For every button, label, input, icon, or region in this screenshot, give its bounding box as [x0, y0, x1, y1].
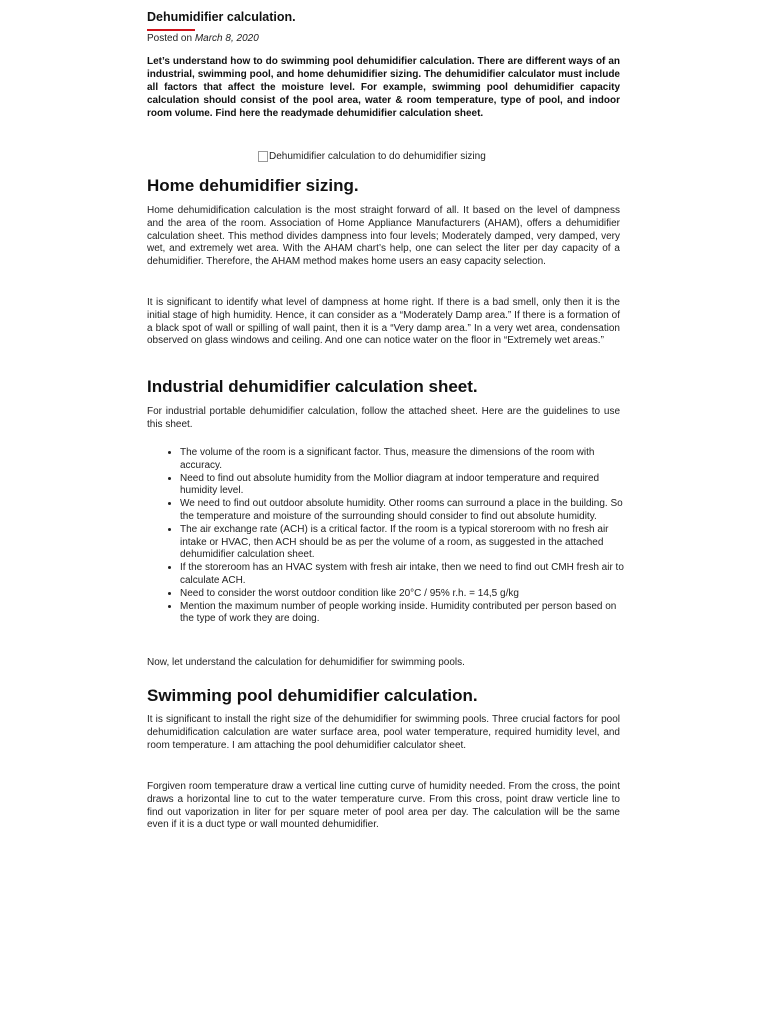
post-title[interactable]: Dehumidifier calculation.	[147, 10, 296, 24]
industrial-guidelines-list	[166, 447, 628, 626]
post-meta	[147, 33, 620, 44]
heading-industrial-sheet: Industrial dehumidifier calculation sheet.	[147, 377, 478, 396]
list-item: • Need to find out absolute humidity from the Mollior diagram at indoor temperature and required humidity level.	[180, 473, 628, 499]
home-paragraph-1: Home dehumidification calculation is the most straight forward of all. It based on the level of dampness and the area of the room. Association of Home Appliance Manufacturers (AHAM), offers a dehumidifier calculation sheet. This method divides dampness into four levels; Moderately damped, very damped, very wet, and extremely wet area. With the AHAM chart’s help, one can select the liter per day capacity of a dehumidifier. Therefore, the AHAM method makes home users an easy capacity selection.	[147, 205, 620, 268]
intro-paragraph: Let’s understand how to do swimming pool dehumidifier calculation. There are different ways of an industrial, swimming pool, and home dehumidifier sizing. The dehumidifier calculator must include all factors that affect the moisture level. For example, swimming pool dehumidifier capacity calculation should consist of the pool area, water & room temperature, type of pool, and indoor room volume. Find here the readymade dehumidifier calculation sheet.	[147, 56, 620, 119]
list-item: • Mention the maximum number of people working inside. Humidity contributed per person based on the type of work they are doing.	[180, 601, 628, 627]
broken-image-icon	[258, 151, 268, 162]
title-underline	[147, 29, 195, 31]
list-item: • The volume of the room is a significant factor. Thus, measure the dimensions of the room with accuracy.	[180, 447, 628, 473]
figure-alt-text: Dehumidifier calculation to do dehumidifier sizing	[269, 151, 486, 162]
pool-paragraph-1: It is significant to install the right size of the dehumidifier for swimming pools. Three crucial factors for pool dehumidification calculation are water surface area, pool water temperature, required humidity level, and room temperature. I am attaching the pool dehumidifier calculator sheet.	[147, 714, 620, 751]
heading-home-sizing: Home dehumidifier sizing.	[147, 176, 359, 195]
industrial-intro-paragraph: For industrial portable dehumidifier calculation, follow the attached sheet. Here are the guidelines to use this sheet.	[147, 406, 620, 430]
home-paragraph-2: It is significant to identify what level of dampness at home right. If there is a bad smell, only then it is the initial stage of high humidity. Hence, it can consider as a “Moderately Damp area.” If there is a formation of a black spot of wall or spilling of wall paint, then it is a “Very damp area.” In a very wet area, condensation observed on glass windows and ceiling. And one can notice water on the floor in “Extremely wet areas.”	[147, 297, 620, 347]
heading-pool-calculation: Swimming pool dehumidifier calculation.	[147, 686, 478, 705]
broken-image-figure	[258, 151, 486, 162]
list-item: • The air exchange rate (ACH) is a critical factor. If the room is a typical storeroom with no fresh air intake or HVAC, then ACH should be as per the volume of a room, as suggested in the attached dehumidifier calculation sheet.	[180, 524, 628, 562]
list-item: • If the storeroom has an HVAC system with fresh air intake, then we need to find out CMH fresh air to calculate ACH.	[180, 562, 628, 588]
industrial-closing-paragraph: Now, let understand the calculation for dehumidifier for swimming pools.	[147, 657, 465, 668]
list-item: • We need to find out outdoor absolute humidity. Other rooms can surround a place in the building. So the temperature and moisture of the surrounding should consider to find out absolute humidity.	[180, 498, 628, 524]
posted-on-label: Posted on	[147, 33, 193, 44]
post-date[interactable]: March 8, 2020	[194, 33, 259, 44]
pool-paragraph-2: Forgiven room temperature draw a vertical line cutting curve of humidity needed. From the cross, the point draws a horizontal line to cut to the water temperature curve. From this cross, point draw verticle line to find out vaporization in liter for per square meter of pool area per day. The calculation will be the same even if it is a duct type or wall mounted dehumidifier.	[147, 781, 620, 831]
list-item: • Need to consider the worst outdoor condition like 20°C / 95% r.h. = 14,5 g/kg	[180, 588, 628, 601]
